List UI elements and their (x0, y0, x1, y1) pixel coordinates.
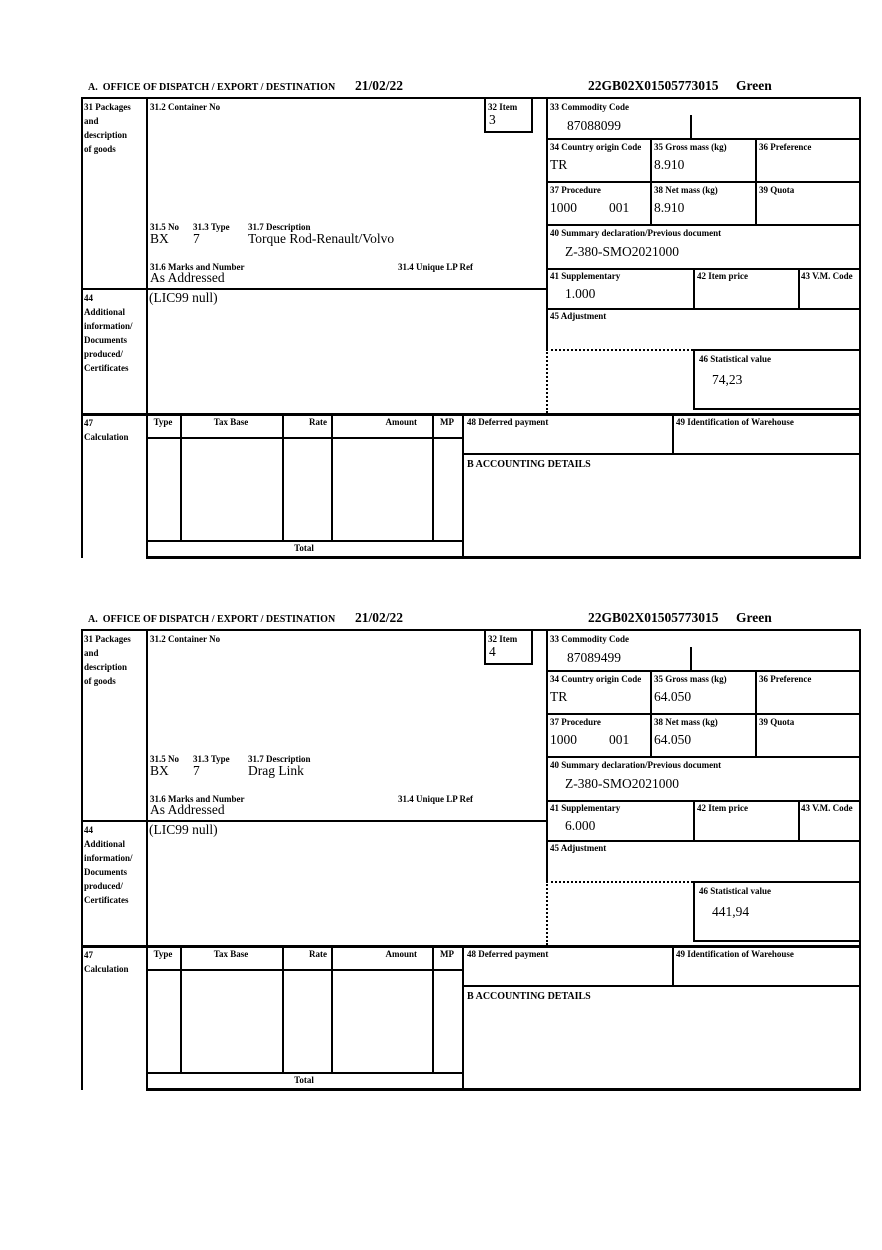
goods-description-value: Torque Rod-Renault/Volvo (248, 231, 395, 246)
box44-label-line: information/ (84, 853, 133, 863)
tax-header-tax-base: Tax Base (213, 417, 249, 427)
marks-value: As Addressed (150, 270, 225, 285)
net-mass-label: 38 Net mass (kg) (654, 185, 718, 195)
box41-42-divider (693, 268, 695, 308)
unique-lp-ref-label: 31.4 Unique LP Ref (398, 262, 474, 272)
box44-label-line: produced/ (84, 349, 123, 359)
declaration-reference: 22GB02X01505773015 (588, 78, 719, 93)
quota-label: 39 Quota (759, 185, 795, 195)
box47-label-line: 47 (84, 950, 93, 960)
tax-header-bottom-border (146, 437, 464, 439)
tax-header-rate: Rate (309, 949, 327, 959)
box44-label (84, 291, 133, 375)
goods-description-label: 31.7 Description (248, 222, 311, 232)
box47-label-line: Calculation (84, 432, 129, 442)
commodity-code-value: 87089499 (567, 650, 621, 665)
tax-header-tax-base: Tax Base (213, 949, 249, 959)
unique-lp-ref-label: 31.4 Unique LP Ref (398, 794, 474, 804)
tax-header-amount: Amount (385, 949, 417, 959)
commodity-code-label: 33 Commodity Code (550, 634, 629, 644)
customs-declaration-item-sheet (0, 78, 882, 560)
accounting-details-label: B ACCOUNTING DETAILS (467, 991, 591, 1002)
supplementary-value: 1.000 (565, 286, 596, 301)
adjustment-label: 45 Adjustment (550, 311, 607, 321)
additional-info-value: (LIC99 null) (149, 290, 218, 305)
form-right-border (859, 97, 861, 558)
marks-value: As Addressed (150, 802, 225, 817)
summary-declaration-value: Z-380-SMO2021000 (565, 776, 679, 791)
box40-bottom-border (546, 800, 861, 802)
procedure-label: 37 Procedure (550, 717, 601, 727)
calculation-top-border (81, 413, 861, 416)
package-type-label: 31.3 Type (193, 754, 230, 764)
preference-label: 36 Preference (759, 142, 812, 152)
accounting-details-label: B ACCOUNTING DETAILS (467, 459, 591, 470)
box31-label-line: 31 Packages (84, 634, 131, 644)
tax-header-type: Type (153, 417, 173, 427)
box31-label-line: description (84, 130, 128, 140)
box42-43-divider (798, 800, 800, 840)
box48-row-bottom-border (462, 985, 861, 987)
country-origin-label: 34 Country origin Code (550, 142, 642, 152)
statistical-value-value: 74,23 (712, 372, 743, 387)
box44-label-line: Documents (84, 335, 127, 345)
box44-label-line: Additional (84, 839, 126, 849)
tax-col-divider (282, 413, 284, 540)
total-label: Total (294, 1075, 314, 1085)
tax-col-divider (331, 413, 333, 540)
routing-status: Green (736, 610, 772, 625)
box44-label-line: Documents (84, 867, 127, 877)
commodity-code-value: 87088099 (567, 118, 621, 133)
commodity-code-separator (690, 647, 692, 670)
item-number-label: 32 Item (488, 102, 518, 112)
procedure-secondary-value: 001 (609, 200, 630, 215)
package-type-label: 31.3 Type (193, 222, 230, 232)
box48-49-divider (672, 945, 674, 985)
goods-description-value: Drag Link (248, 763, 304, 778)
commodity-code-label: 33 Commodity Code (550, 102, 629, 112)
item-number-label: 32 Item (488, 634, 518, 644)
box42-43-divider (798, 268, 800, 308)
container-no-label: 31.2 Container No (150, 102, 221, 112)
box41-row-bottom-border (546, 840, 861, 842)
box47-label (84, 948, 129, 976)
box35-36-divider (755, 138, 757, 224)
country-origin-value: TR (550, 157, 568, 172)
form-top-border (81, 629, 861, 631)
box44-label-line: Additional (84, 307, 126, 317)
customs-declaration-item-sheet (0, 610, 882, 1092)
warehouse-id-label: 49 Identification of Warehouse (676, 949, 794, 959)
summary-declaration-label: 40 Summary declaration/Previous document (550, 760, 722, 770)
dispatch-date: 21/02/22 (355, 78, 404, 93)
procedure-value: 1000 (550, 200, 577, 215)
goods-description-label: 31.7 Description (248, 754, 311, 764)
item-number-value: 4 (489, 644, 496, 659)
dotted-column-divider (546, 349, 548, 413)
package-no-label: 31.5 No (150, 222, 179, 232)
box34-35-divider (650, 670, 652, 756)
dispatch-date: 21/02/22 (355, 610, 404, 625)
box31-label-line: and (84, 648, 99, 658)
item-number-value: 3 (489, 112, 496, 127)
form-left-border (81, 629, 83, 1090)
deferred-payment-label: 48 Deferred payment (467, 949, 549, 959)
package-type-value: 7 (193, 763, 200, 778)
left-column-divider (146, 629, 148, 1090)
package-type-value: 7 (193, 231, 200, 246)
supplementary-label: 41 Supplementary (550, 803, 621, 813)
box44-label-line: 44 (84, 825, 93, 835)
box31-label-line: and (84, 116, 99, 126)
country-origin-value: TR (550, 689, 568, 704)
form-left-border (81, 97, 83, 558)
box37-row-bottom-border (546, 224, 861, 226)
box31-label (84, 100, 131, 156)
box44-label-line: information/ (84, 321, 133, 331)
tax-header-mp: MP (440, 949, 454, 959)
box44-label-line: produced/ (84, 881, 123, 891)
tax-header-rate: Rate (309, 417, 327, 427)
box47-label (84, 416, 129, 444)
box31-label-line: of goods (84, 676, 116, 686)
statistical-value-label: 46 Statistical value (699, 886, 771, 896)
box31-label-line: description (84, 662, 128, 672)
adjustment-label: 45 Adjustment (550, 843, 607, 853)
marks-label: 31.6 Marks and Number (150, 262, 245, 272)
box31-label-line: of goods (84, 144, 116, 154)
box44-label-line: Certificates (84, 895, 129, 905)
tax-col-divider (331, 945, 333, 1072)
statistical-value-label: 46 Statistical value (699, 354, 771, 364)
statistical-value-value: 441,94 (712, 904, 750, 919)
left-column-divider (146, 97, 148, 558)
box48-49-divider (672, 413, 674, 453)
box31-label (84, 632, 131, 688)
box31-label-line: 31 Packages (84, 102, 131, 112)
gross-mass-label: 35 Gross mass (kg) (654, 674, 727, 684)
tax-col-divider (180, 945, 182, 1072)
tax-col-divider (432, 945, 434, 1072)
form-bottom-border (146, 1088, 861, 1091)
summary-declaration-label: 40 Summary declaration/Previous document (550, 228, 722, 238)
procedure-label: 37 Procedure (550, 185, 601, 195)
dotted-row-divider (546, 881, 693, 883)
additional-info-value: (LIC99 null) (149, 822, 218, 837)
procedure-value: 1000 (550, 732, 577, 747)
tax-table-right-border (462, 413, 464, 558)
container-no-label: 31.2 Container No (150, 634, 221, 644)
box44-label-line: Certificates (84, 363, 129, 373)
tax-header-amount: Amount (385, 417, 417, 427)
package-no-value: BX (150, 763, 169, 778)
box35-36-divider (755, 670, 757, 756)
commodity-code-separator (690, 115, 692, 138)
box40-bottom-border (546, 268, 861, 270)
box33-bottom-border (546, 138, 861, 140)
quota-label: 39 Quota (759, 717, 795, 727)
office-of-dispatch-label: A. OFFICE OF DISPATCH / EXPORT / DESTINATION (88, 82, 336, 93)
gross-mass-value: 8.910 (654, 157, 685, 172)
warehouse-id-label: 49 Identification of Warehouse (676, 417, 794, 427)
procedure-secondary-value: 001 (609, 732, 630, 747)
tax-header-bottom-border (146, 969, 464, 971)
tax-header-type: Type (153, 949, 173, 959)
tax-table-right-border (462, 945, 464, 1090)
tax-col-divider (180, 413, 182, 540)
box34-row-bottom-border (546, 713, 861, 715)
box37-row-bottom-border (546, 756, 861, 758)
net-mass-value: 64.050 (654, 732, 692, 747)
routing-status: Green (736, 78, 772, 93)
box41-42-divider (693, 800, 695, 840)
right-column-divider (546, 629, 548, 881)
tax-body-bottom-border (146, 1072, 464, 1074)
box34-row-bottom-border (546, 181, 861, 183)
form-top-border (81, 97, 861, 99)
gross-mass-value: 64.050 (654, 689, 692, 704)
dotted-column-divider (546, 881, 548, 945)
package-no-label: 31.5 No (150, 754, 179, 764)
package-no-value: BX (150, 231, 169, 246)
form-right-border (859, 629, 861, 1090)
preference-label: 36 Preference (759, 674, 812, 684)
net-mass-value: 8.910 (654, 200, 685, 215)
box44-label (84, 823, 133, 907)
declaration-reference: 22GB02X01505773015 (588, 610, 719, 625)
box44-label-line: 44 (84, 293, 93, 303)
tax-header-mp: MP (440, 417, 454, 427)
tax-col-divider (432, 413, 434, 540)
form-bottom-border (146, 556, 861, 559)
supplementary-label: 41 Supplementary (550, 271, 621, 281)
box47-label-line: 47 (84, 418, 93, 428)
supplementary-value: 6.000 (565, 818, 596, 833)
net-mass-label: 38 Net mass (kg) (654, 717, 718, 727)
item-price-label: 42 Item price (697, 803, 748, 813)
country-origin-label: 34 Country origin Code (550, 674, 642, 684)
total-label: Total (294, 543, 314, 553)
office-of-dispatch-label: A. OFFICE OF DISPATCH / EXPORT / DESTINATION (88, 614, 336, 625)
dotted-row-divider (546, 349, 693, 351)
box47-label-line: Calculation (84, 964, 129, 974)
tax-col-divider (282, 945, 284, 1072)
calculation-top-border (81, 945, 861, 948)
vm-code-label: 43 V.M. Code (801, 803, 853, 813)
item-price-label: 42 Item price (697, 271, 748, 281)
marks-label: 31.6 Marks and Number (150, 794, 245, 804)
vm-code-label: 43 V.M. Code (801, 271, 853, 281)
box41-row-bottom-border (546, 308, 861, 310)
deferred-payment-label: 48 Deferred payment (467, 417, 549, 427)
gross-mass-label: 35 Gross mass (kg) (654, 142, 727, 152)
box33-bottom-border (546, 670, 861, 672)
box34-35-divider (650, 138, 652, 224)
tax-body-bottom-border (146, 540, 464, 542)
right-column-divider (546, 97, 548, 349)
box48-row-bottom-border (462, 453, 861, 455)
summary-declaration-value: Z-380-SMO2021000 (565, 244, 679, 259)
